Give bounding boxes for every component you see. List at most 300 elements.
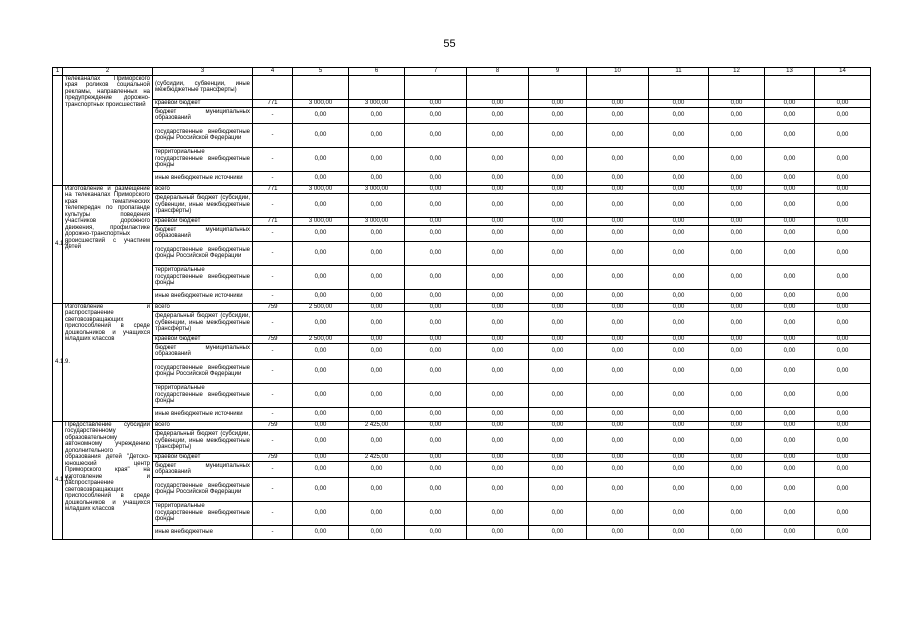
amount-cell: 0,00 xyxy=(815,303,871,311)
amount-cell: 0,00 xyxy=(765,525,815,539)
amount-cell: 0,00 xyxy=(529,241,587,265)
amount-cell: 0,00 xyxy=(529,477,587,501)
amount-cell: 0,00 xyxy=(709,421,765,429)
amount-cell: 0,00 xyxy=(815,193,871,217)
amount-cell: 0,00 xyxy=(709,289,765,303)
amount-cell: 0,00 xyxy=(649,185,709,193)
amount-cell: 0,00 xyxy=(587,241,649,265)
amount-cell: 0,00 xyxy=(815,217,871,225)
amount-cell: 0,00 xyxy=(765,171,815,185)
amount-cell: 0,00 xyxy=(349,407,405,421)
amount-cell: 0,00 xyxy=(529,343,587,359)
amount-cell: 0,00 xyxy=(709,407,765,421)
table-row xyxy=(53,335,871,343)
grbs-code-cell: - xyxy=(253,429,293,453)
amount-cell: 0,00 xyxy=(349,107,405,123)
amount-cell: 0,00 xyxy=(709,477,765,501)
page-number: 55 xyxy=(443,38,456,50)
amount-cell: 3 000,00 xyxy=(293,185,349,193)
amount-cell: 0,00 xyxy=(587,289,649,303)
grbs-code-cell: - xyxy=(253,289,293,303)
amount-cell: 0,00 xyxy=(467,421,529,429)
funding-source: бюджет муниципальных образований xyxy=(153,107,253,123)
grbs-code-cell: 759 xyxy=(253,421,293,429)
funding-source: федеральный бюджет (субсидии, субвенции, иные межбюджетные трансферты) xyxy=(153,193,253,217)
amount-cell: 0,00 xyxy=(587,107,649,123)
amount-cell: 0,00 xyxy=(529,123,587,147)
amount-cell: 0,00 xyxy=(765,107,815,123)
grbs-code-cell: 759 xyxy=(253,335,293,343)
amount-cell: 0,00 xyxy=(293,501,349,525)
amount-cell: 0,00 xyxy=(405,335,467,343)
amount-cell: 0,00 xyxy=(649,123,709,147)
amount-cell xyxy=(467,75,529,99)
table-row xyxy=(53,311,871,335)
amount-cell: 0,00 xyxy=(405,407,467,421)
table-row xyxy=(53,477,871,501)
grbs-code-cell: - xyxy=(253,311,293,335)
header-cell: 11 xyxy=(649,68,709,76)
amount-cell: 0,00 xyxy=(709,383,765,407)
amount-cell: 0,00 xyxy=(815,99,871,107)
amount-cell: 0,00 xyxy=(815,265,871,289)
amount-cell: 0,00 xyxy=(587,311,649,335)
funding-source: федеральный бюджет (субсидии, субвенции, иные межбюджетные трансферты) xyxy=(153,311,253,335)
amount-cell: 0,00 xyxy=(405,501,467,525)
funding-source: территориальные государственные внебюджетные фонды xyxy=(153,147,253,171)
amount-cell: 2 500,00 xyxy=(293,303,349,311)
amount-cell: 0,00 xyxy=(709,335,765,343)
amount-cell: 0,00 xyxy=(765,185,815,193)
amount-cell: 0,00 xyxy=(349,477,405,501)
grbs-code-cell: - xyxy=(253,461,293,477)
amount-cell: 0,00 xyxy=(467,343,529,359)
table-row xyxy=(53,421,871,429)
table-row xyxy=(53,359,871,383)
table-row xyxy=(53,185,871,193)
funding-source: краевой бюджет xyxy=(153,453,253,461)
amount-cell: 0,00 xyxy=(765,303,815,311)
table-row xyxy=(53,107,871,123)
grbs-code-cell: - xyxy=(253,407,293,421)
amount-cell: 0,00 xyxy=(649,225,709,241)
funding-source: краевой бюджет xyxy=(153,217,253,225)
amount-cell: 0,00 xyxy=(349,429,405,453)
amount-cell: 0,00 xyxy=(815,383,871,407)
amount-cell: 0,00 xyxy=(349,241,405,265)
amount-cell xyxy=(349,75,405,99)
amount-cell: 0,00 xyxy=(529,99,587,107)
amount-cell: 0,00 xyxy=(405,303,467,311)
amount-cell: 0,00 xyxy=(709,107,765,123)
amount-cell: 0,00 xyxy=(587,429,649,453)
amount-cell: 0,00 xyxy=(293,241,349,265)
funding-source: иные внебюджетные источники xyxy=(153,289,253,303)
amount-cell: 0,00 xyxy=(293,147,349,171)
amount-cell: 0,00 xyxy=(765,421,815,429)
amount-cell: 0,00 xyxy=(587,217,649,225)
amount-cell: 0,00 xyxy=(529,453,587,461)
amount-cell: 0,00 xyxy=(649,453,709,461)
amount-cell: 0,00 xyxy=(649,99,709,107)
amount-cell: 2 500,00 xyxy=(293,335,349,343)
amount-cell: 0,00 xyxy=(765,359,815,383)
amount-cell: 0,00 xyxy=(815,525,871,539)
amount-cell: 0,00 xyxy=(709,265,765,289)
item-code: 4.1.8. xyxy=(53,185,63,303)
amount-cell: 3 000,00 xyxy=(349,217,405,225)
amount-cell: 0,00 xyxy=(765,335,815,343)
amount-cell: 0,00 xyxy=(293,453,349,461)
amount-cell: 0,00 xyxy=(529,171,587,185)
amount-cell: 0,00 xyxy=(815,311,871,335)
grbs-code-cell: - xyxy=(253,501,293,525)
amount-cell: 0,00 xyxy=(467,185,529,193)
amount-cell xyxy=(649,75,709,99)
amount-cell: 0,00 xyxy=(649,407,709,421)
amount-cell: 0,00 xyxy=(405,359,467,383)
amount-cell: 0,00 xyxy=(587,265,649,289)
amount-cell: 0,00 xyxy=(467,147,529,171)
amount-cell: 0,00 xyxy=(529,421,587,429)
amount-cell: 0,00 xyxy=(467,265,529,289)
amount-cell: 0,00 xyxy=(587,193,649,217)
funding-source: территориальные государственные внебюджетные фонды xyxy=(153,265,253,289)
grbs-code-cell: - xyxy=(253,359,293,383)
amount-cell: 0,00 xyxy=(529,225,587,241)
amount-cell: 0,00 xyxy=(467,225,529,241)
header-cell: 4 xyxy=(253,68,293,76)
funding-source: государственные внебюджетные фонды Российской Федерации xyxy=(153,359,253,383)
header-cell: 7 xyxy=(405,68,467,76)
amount-cell: 0,00 xyxy=(529,147,587,171)
amount-cell: 0,00 xyxy=(529,525,587,539)
grbs-code-cell: - xyxy=(253,265,293,289)
table-row xyxy=(53,225,871,241)
amount-cell: 0,00 xyxy=(293,429,349,453)
amount-cell: 3 000,00 xyxy=(349,99,405,107)
item-code: 4.1.9. xyxy=(53,303,63,421)
amount-cell: 0,00 xyxy=(587,303,649,311)
amount-cell: 0,00 xyxy=(587,123,649,147)
amount-cell: 0,00 xyxy=(765,225,815,241)
amount-cell: 0,00 xyxy=(405,477,467,501)
amount-cell: 0,00 xyxy=(293,311,349,335)
amount-cell: 0,00 xyxy=(765,429,815,453)
amount-cell: 0,00 xyxy=(467,123,529,147)
amount-cell: 0,00 xyxy=(293,407,349,421)
table-row xyxy=(53,147,871,171)
amount-cell: 0,00 xyxy=(649,303,709,311)
amount-cell: 0,00 xyxy=(293,421,349,429)
table-row xyxy=(53,241,871,265)
amount-cell: 0,00 xyxy=(529,501,587,525)
amount-cell: 0,00 xyxy=(349,225,405,241)
table-row xyxy=(53,525,871,539)
budget-table xyxy=(52,67,871,540)
funding-source: бюджет муниципальных образований xyxy=(153,461,253,477)
amount-cell: 0,00 xyxy=(587,343,649,359)
amount-cell: 0,00 xyxy=(765,241,815,265)
amount-cell: 0,00 xyxy=(587,99,649,107)
amount-cell: 0,00 xyxy=(405,429,467,453)
amount-cell: 0,00 xyxy=(529,303,587,311)
amount-cell: 0,00 xyxy=(709,501,765,525)
amount-cell: 0,00 xyxy=(467,335,529,343)
amount-cell: 0,00 xyxy=(349,123,405,147)
amount-cell: 0,00 xyxy=(405,185,467,193)
amount-cell: 0,00 xyxy=(765,453,815,461)
amount-cell: 0,00 xyxy=(349,335,405,343)
funding-source: краевой бюджет xyxy=(153,99,253,107)
amount-cell xyxy=(709,75,765,99)
amount-cell: 0,00 xyxy=(467,407,529,421)
amount-cell: 0,00 xyxy=(709,193,765,217)
funding-source: государственные внебюджетные фонды Российской Федерации xyxy=(153,241,253,265)
amount-cell: 0,00 xyxy=(349,311,405,335)
header-cell: 13 xyxy=(765,68,815,76)
amount-cell: 0,00 xyxy=(293,359,349,383)
amount-cell: 0,00 xyxy=(709,453,765,461)
amount-cell: 0,00 xyxy=(349,383,405,407)
amount-cell: 0,00 xyxy=(815,147,871,171)
amount-cell xyxy=(293,75,349,99)
amount-cell xyxy=(815,75,871,99)
funding-source: всего xyxy=(153,421,253,429)
amount-cell: 0,00 xyxy=(529,217,587,225)
table-row xyxy=(53,171,871,185)
amount-cell: 0,00 xyxy=(293,225,349,241)
amount-cell: 0,00 xyxy=(709,429,765,453)
amount-cell: 0,00 xyxy=(765,193,815,217)
amount-cell xyxy=(405,75,467,99)
table-row xyxy=(53,265,871,289)
amount-cell: 0,00 xyxy=(649,107,709,123)
amount-cell: 0,00 xyxy=(649,147,709,171)
amount-cell: 0,00 xyxy=(405,265,467,289)
amount-cell: 0,00 xyxy=(405,147,467,171)
amount-cell: 0,00 xyxy=(649,383,709,407)
funding-source: всего xyxy=(153,303,253,311)
amount-cell: 0,00 xyxy=(709,311,765,335)
grbs-code-cell: - xyxy=(253,477,293,501)
amount-cell: 0,00 xyxy=(529,289,587,303)
amount-cell: 0,00 xyxy=(293,289,349,303)
amount-cell: 0,00 xyxy=(405,241,467,265)
amount-cell: 0,00 xyxy=(467,501,529,525)
amount-cell: 0,00 xyxy=(587,407,649,421)
header-cell: 6 xyxy=(349,68,405,76)
amount-cell: 0,00 xyxy=(293,525,349,539)
amount-cell: 0,00 xyxy=(765,407,815,421)
amount-cell xyxy=(587,75,649,99)
amount-cell: 0,00 xyxy=(765,123,815,147)
grbs-code-cell: - xyxy=(253,225,293,241)
table-row xyxy=(53,99,871,107)
amount-cell: 0,00 xyxy=(293,265,349,289)
amount-cell: 0,00 xyxy=(649,311,709,335)
amount-cell: 2 425,00 xyxy=(349,421,405,429)
amount-cell: 0,00 xyxy=(815,461,871,477)
amount-cell: 0,00 xyxy=(649,265,709,289)
amount-cell: 0,00 xyxy=(467,217,529,225)
amount-cell: 0,00 xyxy=(349,171,405,185)
amount-cell: 0,00 xyxy=(765,311,815,335)
amount-cell: 0,00 xyxy=(293,383,349,407)
amount-cell: 0,00 xyxy=(765,265,815,289)
amount-cell: 0,00 xyxy=(467,99,529,107)
amount-cell: 0,00 xyxy=(765,383,815,407)
amount-cell: 0,00 xyxy=(765,147,815,171)
amount-cell: 0,00 xyxy=(467,311,529,335)
funding-source: бюджет муниципальных образований xyxy=(153,225,253,241)
amount-cell: 0,00 xyxy=(709,241,765,265)
amount-cell: 0,00 xyxy=(815,241,871,265)
grbs-code-cell: - xyxy=(253,193,293,217)
table-row xyxy=(53,461,871,477)
amount-cell: 0,00 xyxy=(815,107,871,123)
amount-cell: 0,00 xyxy=(467,107,529,123)
amount-cell: 0,00 xyxy=(529,429,587,453)
amount-cell: 0,00 xyxy=(349,461,405,477)
table-row xyxy=(53,217,871,225)
item-name: Предоставление субсидий государственному образовательному автономному учреждению дополнительного образования детей "Детско-юношеский центр Приморского края" на изготовление и распространение световозвращающих приспособлений в среде дошкольников и учащихся младших классов xyxy=(63,421,153,539)
table-row xyxy=(53,343,871,359)
funding-source: государственные внебюджетные фонды Российской Федерации xyxy=(153,477,253,501)
amount-cell: 0,00 xyxy=(815,289,871,303)
amount-cell: 0,00 xyxy=(405,421,467,429)
amount-cell: 0,00 xyxy=(765,217,815,225)
amount-cell: 0,00 xyxy=(467,171,529,185)
amount-cell: 0,00 xyxy=(587,461,649,477)
amount-cell: 0,00 xyxy=(709,185,765,193)
amount-cell: 0,00 xyxy=(529,107,587,123)
amount-cell: 0,00 xyxy=(587,147,649,171)
amount-cell: 0,00 xyxy=(649,525,709,539)
funding-source: краевой бюджет xyxy=(153,335,253,343)
amount-cell: 0,00 xyxy=(529,461,587,477)
amount-cell: 0,00 xyxy=(649,501,709,525)
table-row xyxy=(53,75,871,99)
amount-cell: 0,00 xyxy=(587,335,649,343)
amount-cell: 0,00 xyxy=(709,147,765,171)
amount-cell: 0,00 xyxy=(649,241,709,265)
table-row xyxy=(53,501,871,525)
header-cell: 12 xyxy=(709,68,765,76)
amount-cell: 0,00 xyxy=(649,421,709,429)
amount-cell: 0,00 xyxy=(815,477,871,501)
grbs-code-cell: 771 xyxy=(253,185,293,193)
funding-source: федеральный бюджет (субсидии, субвенции, иные межбюджетные трансферты) xyxy=(153,429,253,453)
amount-cell: 0,00 xyxy=(815,343,871,359)
amount-cell: 0,00 xyxy=(815,501,871,525)
amount-cell: 0,00 xyxy=(709,171,765,185)
item-code xyxy=(53,75,63,185)
amount-cell: 0,00 xyxy=(405,107,467,123)
amount-cell: 0,00 xyxy=(467,241,529,265)
header-cell: 10 xyxy=(587,68,649,76)
item-code: 4.1.10. xyxy=(53,421,63,539)
grbs-code-cell: 771 xyxy=(253,99,293,107)
amount-cell: 0,00 xyxy=(649,335,709,343)
amount-cell: 0,00 xyxy=(765,289,815,303)
amount-cell: 0,00 xyxy=(349,343,405,359)
amount-cell: 0,00 xyxy=(709,99,765,107)
amount-cell: 0,00 xyxy=(587,383,649,407)
grbs-code-cell: 759 xyxy=(253,303,293,311)
amount-cell: 0,00 xyxy=(529,359,587,383)
amount-cell: 0,00 xyxy=(529,193,587,217)
amount-cell: 0,00 xyxy=(649,359,709,383)
amount-cell: 0,00 xyxy=(349,501,405,525)
amount-cell: 0,00 xyxy=(293,193,349,217)
amount-cell: 0,00 xyxy=(587,421,649,429)
amount-cell: 0,00 xyxy=(649,171,709,185)
amount-cell: 0,00 xyxy=(649,289,709,303)
grbs-code-cell: 771 xyxy=(253,217,293,225)
amount-cell: 0,00 xyxy=(467,525,529,539)
amount-cell: 0,00 xyxy=(587,359,649,383)
grbs-code-cell xyxy=(253,75,293,99)
amount-cell: 0,00 xyxy=(529,265,587,289)
amount-cell: 0,00 xyxy=(587,225,649,241)
amount-cell: 0,00 xyxy=(349,147,405,171)
amount-cell: 0,00 xyxy=(709,461,765,477)
amount-cell: 0,00 xyxy=(349,525,405,539)
funding-source: бюджет муниципальных образований xyxy=(153,343,253,359)
amount-cell: 0,00 xyxy=(529,383,587,407)
amount-cell: 0,00 xyxy=(349,289,405,303)
amount-cell: 0,00 xyxy=(293,107,349,123)
amount-cell: 0,00 xyxy=(467,289,529,303)
table-row xyxy=(53,407,871,421)
header-row xyxy=(53,68,871,76)
amount-cell: 0,00 xyxy=(467,359,529,383)
item-name: Изготовление и размещение на телеканалах Приморского края тематических телепередач по пропаганде культуры поведения участников дорожного движения, профилактике дорожно-транспортных происшествий с участием детей xyxy=(63,185,153,303)
amount-cell: 0,00 xyxy=(293,343,349,359)
amount-cell: 0,00 xyxy=(293,171,349,185)
amount-cell: 0,00 xyxy=(815,185,871,193)
amount-cell: 0,00 xyxy=(649,429,709,453)
amount-cell: 0,00 xyxy=(587,501,649,525)
amount-cell: 0,00 xyxy=(709,343,765,359)
funding-source: иные внебюджетные xyxy=(153,525,253,539)
amount-cell: 0,00 xyxy=(405,343,467,359)
amount-cell: 0,00 xyxy=(405,311,467,335)
amount-cell: 0,00 xyxy=(815,359,871,383)
amount-cell: 0,00 xyxy=(293,123,349,147)
amount-cell: 0,00 xyxy=(649,461,709,477)
amount-cell: 0,00 xyxy=(529,407,587,421)
amount-cell: 0,00 xyxy=(709,225,765,241)
amount-cell: 0,00 xyxy=(709,303,765,311)
header-cell: 14 xyxy=(815,68,871,76)
amount-cell: 0,00 xyxy=(293,461,349,477)
amount-cell xyxy=(765,75,815,99)
table-row xyxy=(53,453,871,461)
amount-cell: 0,00 xyxy=(765,343,815,359)
amount-cell: 0,00 xyxy=(405,383,467,407)
item-name: Изготовление и распространение световозвращающих приспособлений в среде дошкольников и учащихся младших классов xyxy=(63,303,153,421)
amount-cell: 0,00 xyxy=(349,303,405,311)
grbs-code-cell: - xyxy=(253,107,293,123)
amount-cell: 0,00 xyxy=(587,453,649,461)
amount-cell: 0,00 xyxy=(467,453,529,461)
item-name: телеканалах Приморского края роликов социальной рекламы, направленных на предупреждение дорожно-транспортных происшествий xyxy=(63,75,153,185)
grbs-code-cell: 759 xyxy=(253,453,293,461)
amount-cell: 0,00 xyxy=(587,525,649,539)
amount-cell: 0,00 xyxy=(405,171,467,185)
